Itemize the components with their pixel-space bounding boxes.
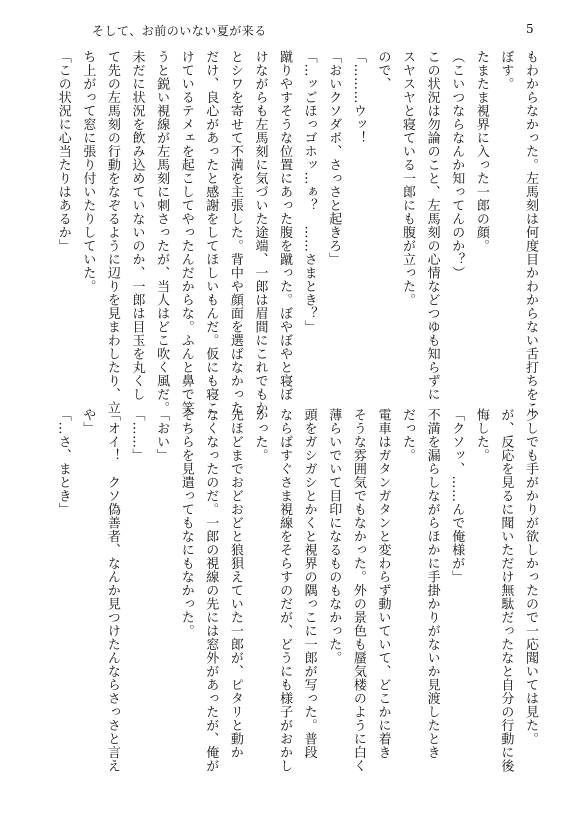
text-line: この状況は勿論のこと、左馬刻の心情などつゆも知らずに (424, 50, 440, 401)
text-line: 「………ウッ！ (350, 50, 366, 145)
text-line: けているテメェを起こしてやったんだからな。ふんと鼻で笑 (178, 50, 194, 415)
text-line: が、反応を見るに聞いただけ無駄だったなと自分の行動に後 (498, 408, 514, 773)
text-line: や」 (80, 408, 96, 435)
text-line: 「……」 (129, 408, 145, 462)
text-line: けながらも左馬刻に気づいた途端、一郎は眉間にこれでもか (252, 50, 268, 415)
text-line: て先の左馬刻の行動をなぞるように辺りを見まわしたり、立 (104, 50, 120, 415)
text-line: 未だに状況を飲み込めていないのか、一郎は目玉を丸くし (129, 50, 145, 401)
text-line: 「…さ、まとき」 (55, 408, 71, 516)
text-line: （こいつならなんか知ってんのか？） (449, 50, 465, 280)
text-line: ち上がって窓に張り付いたりしていた。 (80, 50, 96, 293)
running-header-title: そして、お前のいない夏が来る (92, 24, 267, 38)
text-line: 蹴りやすそうな位置にあった腹を蹴った。ぼやぼやと寝ぼ (277, 50, 293, 401)
text-line: たまたま視界に入った一郎の顔。 (473, 50, 489, 253)
text-line: だけ、良心があったと感謝をしてほしいもんだ。仮にも寝こ (203, 50, 219, 415)
text-line: 頭をガシガシとかくと視界の隅っこに一郎が写った。普段 (301, 408, 317, 759)
text-line: もわからなかった。左馬刻は何度目かわからない舌打ちをこ (523, 50, 538, 415)
text-line: スヤスヤと寝ている一郎にも腹が立った。 (400, 50, 416, 307)
text-block-bottom (55, 408, 542, 798)
text-line: とシワを寄せて不満を主張した。背中や顔面を選ばなかった (227, 50, 243, 415)
text-line: かった。 (252, 408, 268, 462)
text-line: 「おい」 (154, 408, 170, 462)
text-block-top (55, 50, 542, 415)
page-number: 5 (526, 22, 534, 36)
text-line: 「この状況に心当たりはあるか」 (55, 50, 71, 253)
text-line: 「おいクソダボ、さっさと起きろ」 (326, 50, 342, 266)
text-line: うと鋭い視線が左馬刻に刺さったが、当人はどこ吹く風だ。 (154, 50, 170, 415)
text-line: そちらを見遣ってもなにもなかった。 (178, 408, 194, 638)
text-line: ならばすぐさま視線をそらすのだが、どうにも様子がおかし (277, 408, 293, 773)
text-line: 「オイ！ クソ偽善者、なんか見つけたんならさっさと言え (104, 408, 120, 773)
text-line: 悔した。 (473, 408, 489, 462)
text-line: 少しでも手がかりが欲しかったので一応聞いては見た。 (523, 408, 538, 746)
text-line: 「…ッごほっゴホッ…ぁ？ ……さまとき？」 (301, 50, 317, 334)
text-line: 「クソッ、……んで俺様が」 (449, 408, 465, 584)
text-line: ぼす。 (498, 50, 514, 91)
text-line: ので、 (375, 50, 391, 91)
text-line: 薄らいでいて目印になるものもなかった。 (326, 408, 342, 665)
text-line: 不満を漏らしながらほかに手掛かりがないか見渡したとき (424, 408, 440, 759)
text-line: 電車はガタンガタンと変わらず動いていて、どこかに着き (375, 408, 391, 759)
text-line: だった。 (400, 408, 416, 462)
text-line: 先ほどまでおどおどと狼狽えていた一郎が、ピタリと動か (227, 408, 243, 759)
text-line: なくなったのだ。一郎の視線の先には窓外があったが、俺が (203, 408, 219, 773)
text-line: そうな雰囲気でもなかった。外の景色も蜃気楼のように白く (350, 408, 366, 773)
